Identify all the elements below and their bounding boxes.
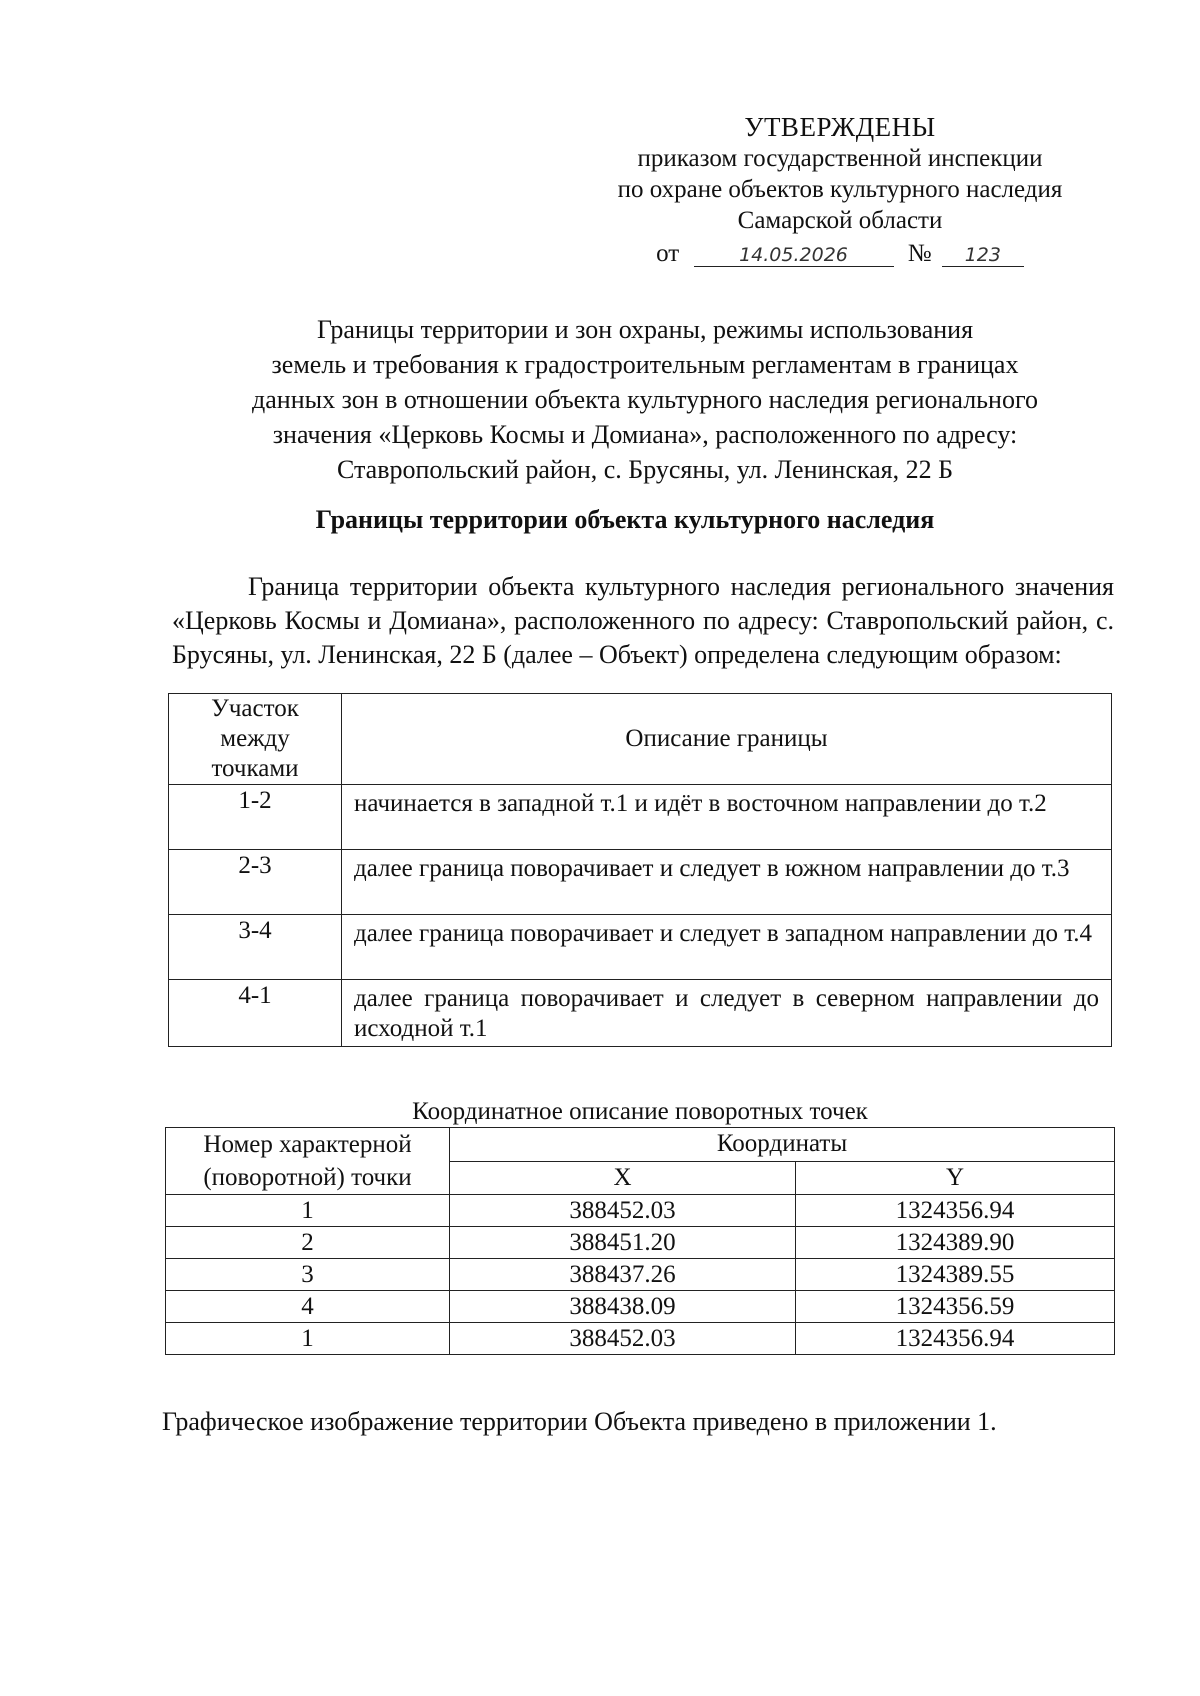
x-coordinate-cell: 388437.26 — [450, 1259, 796, 1291]
header-y: Y — [796, 1161, 1115, 1195]
point-number-cell: 4 — [166, 1291, 450, 1323]
coordinates-caption: Координатное описание поворотных точек — [412, 1098, 868, 1125]
description-cell: далее граница поворачивает и следует в южном направлении до т.3 — [342, 850, 1112, 915]
description-cell: далее граница поворачивает и следует в северном направлении до исходной т.1 — [342, 980, 1112, 1047]
section-heading: Границы территории объекта культурного наследия — [315, 505, 935, 534]
approval-date-line — [560, 238, 1120, 269]
table-row — [166, 1323, 1115, 1355]
point-number-cell: 2 — [166, 1227, 450, 1259]
appendix-reference: Графическое изображение территории Объекта приведено в приложении 1. — [162, 1407, 997, 1436]
table-row — [169, 980, 1112, 1047]
coordinates-table — [165, 1127, 1115, 1355]
approval-stamp-block — [560, 112, 1120, 269]
y-coordinate-cell: 1324356.59 — [796, 1291, 1115, 1323]
point-number-cell: 3 — [166, 1259, 450, 1291]
approval-heading: УТВЕРЖДЕНЫ — [744, 112, 936, 142]
date-prefix: от — [656, 240, 680, 267]
description-cell: далее граница поворачивает и следует в западном направлении до т.4 — [342, 915, 1112, 980]
point-number-cell: 1 — [166, 1195, 450, 1227]
title-line-1: Границы территории и зон охраны, режимы использования — [316, 315, 974, 344]
boundary-table-header — [169, 694, 1112, 785]
segment-cell: 4-1 — [169, 980, 342, 1047]
x-coordinate-cell: 388452.03 — [450, 1195, 796, 1227]
header-segment-line-1: Участок — [211, 695, 299, 722]
table-row — [166, 1259, 1115, 1291]
y-coordinate-cell: 1324356.94 — [796, 1323, 1115, 1355]
title-line-3: данных зон в отношении объекта культурного наследия регионального — [252, 385, 1038, 414]
title-line-5: Ставропольский район, с. Брусяны, ул. Ленинская, 22 Б — [336, 455, 954, 484]
segment-cell: 3-4 — [169, 915, 342, 980]
table-row — [166, 1227, 1115, 1259]
header-segment — [169, 694, 342, 785]
approval-line-3: Самарской области — [737, 207, 943, 234]
y-coordinate-cell: 1324356.94 — [796, 1195, 1115, 1227]
header-point-number — [166, 1128, 450, 1195]
header-segment-line-2: между — [220, 725, 290, 752]
header-x: X — [450, 1161, 796, 1195]
point-number-cell: 1 — [166, 1323, 450, 1355]
table-row — [166, 1195, 1115, 1227]
x-coordinate-cell: 388438.09 — [450, 1291, 796, 1323]
table-row — [169, 785, 1112, 850]
header-description: Описание границы — [342, 694, 1112, 785]
approval-line-2: по охране объектов культурного наследия — [617, 176, 1063, 203]
title-line-2: земель и требования к градостроительным регламентам в границах — [271, 350, 1019, 379]
handwritten-number: 123 — [942, 244, 1024, 267]
approval-line-1: приказом государственной инспекции — [637, 145, 1043, 172]
y-coordinate-cell: 1324389.55 — [796, 1259, 1115, 1291]
header-segment-line-3: точками — [211, 755, 299, 782]
x-coordinate-cell: 388452.03 — [450, 1323, 796, 1355]
title-line-4: значения «Церковь Космы и Домиана», расположенного по адресу: — [272, 420, 1018, 449]
handwritten-date: 14.05.2026 — [694, 244, 894, 267]
table-row — [169, 915, 1112, 980]
document-title — [195, 312, 1095, 487]
number-prefix: № — [907, 240, 932, 267]
header-point-line-2: (поворотной) точки — [203, 1164, 412, 1191]
y-coordinate-cell: 1324389.90 — [796, 1227, 1115, 1259]
table-row — [166, 1291, 1115, 1323]
segment-cell: 1-2 — [169, 785, 342, 850]
description-cell: начинается в западной т.1 и идёт в восточном направлении до т.2 — [342, 785, 1112, 850]
segment-cell: 2-3 — [169, 850, 342, 915]
table-row — [169, 850, 1112, 915]
x-coordinate-cell: 388451.20 — [450, 1227, 796, 1259]
boundary-description-table — [168, 693, 1112, 1047]
coord-table-header — [166, 1128, 1115, 1162]
header-coordinates: Координаты — [450, 1128, 1115, 1162]
intro-paragraph: Граница территории объекта культурного наследия регионального значения «Церковь Космы и Домиана», расположенного по адресу: Ставропольский район, с. Брусяны, ул. Ленинская, 22 Б (далее – Объект) определена следующим образом: — [172, 572, 1114, 669]
header-point-line-1: Номер характерной — [203, 1131, 412, 1158]
